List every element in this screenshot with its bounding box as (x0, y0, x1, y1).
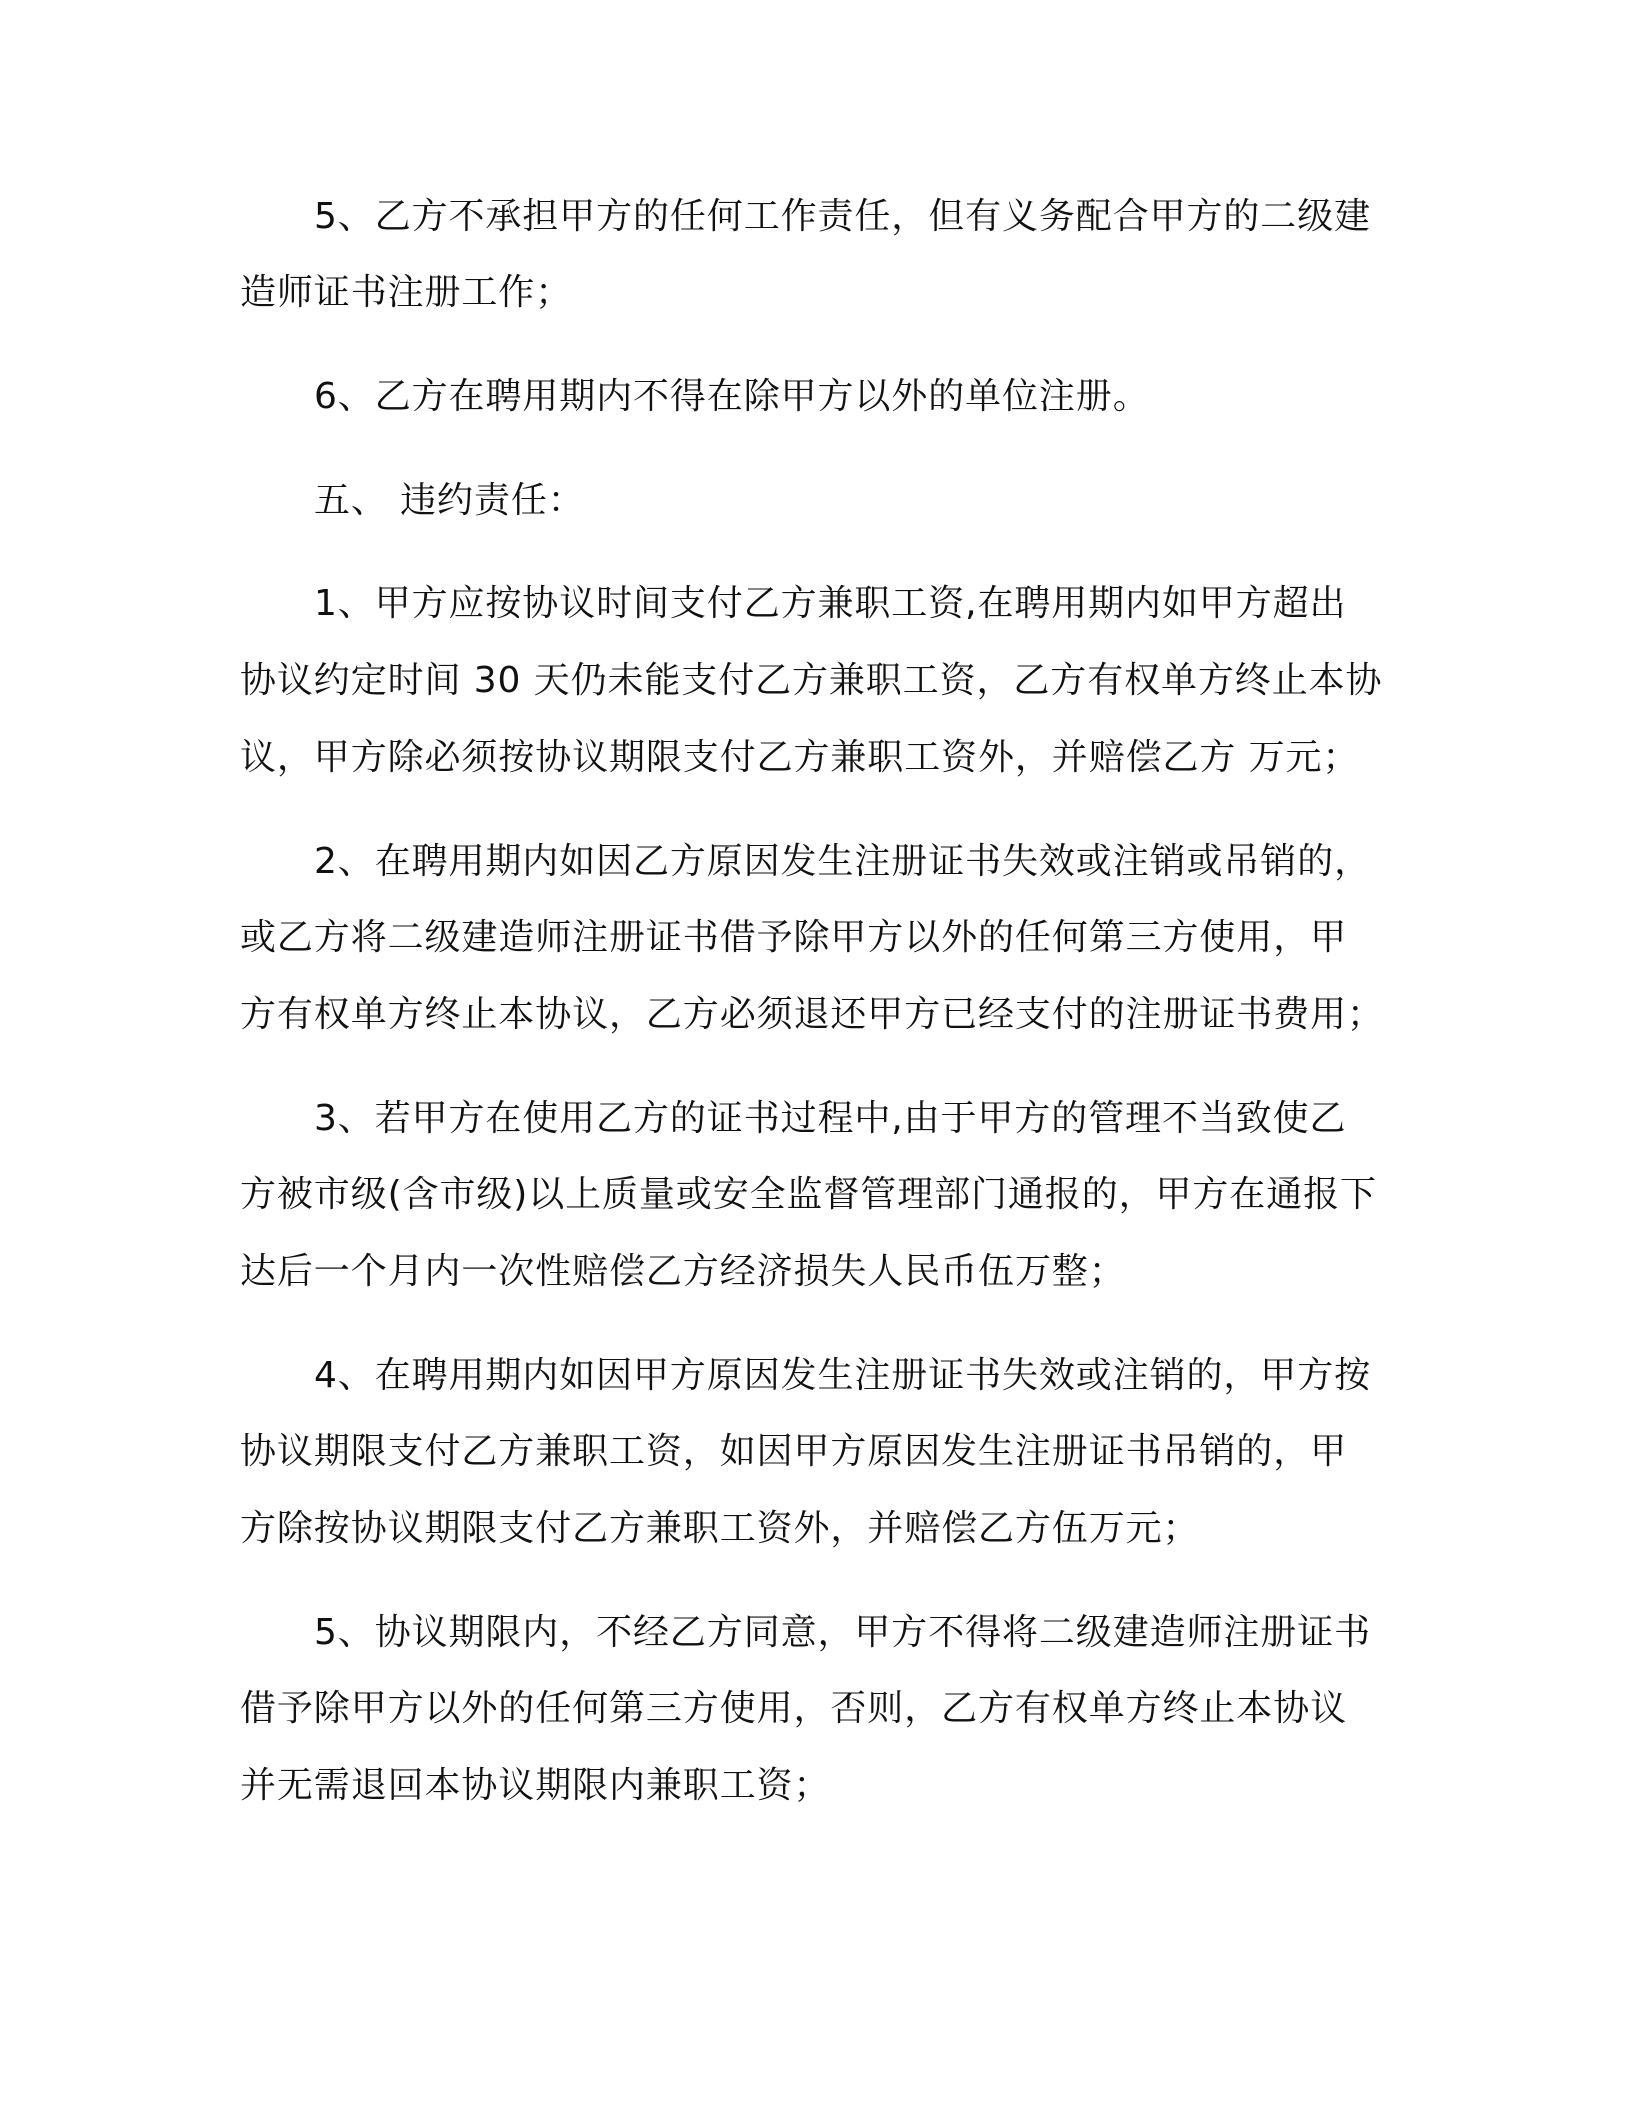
text-line: 方被市级(含市级)以上质量或安全监督管理部门通报的，甲方在通报下 (240, 1174, 1377, 1215)
section-heading: 五、 违约责任： (314, 480, 585, 521)
text-line: 造师证书注册工作； (240, 272, 573, 313)
text-line: 5、协议期限内，不经乙方同意，甲方不得将二级建造师注册证书 (314, 1612, 1372, 1653)
text-line: 3、若甲方在使用乙方的证书过程中,由于甲方的管理不当致使乙 (314, 1098, 1347, 1139)
text-line: 达后一个月内一次性赔偿乙方经济损失人民币伍万整； (240, 1251, 1126, 1292)
text-line: 议，甲方除必须按协议期限支付乙方兼职工资外，并赔偿乙方 万元； (240, 737, 1360, 778)
text-line: 2、在聘用期内如因乙方原因发生注册证书失效或注销或吊销的， (314, 841, 1372, 882)
text-line: 协议约定时间 30 天仍未能支付乙方兼职工资，乙方有权单方终止本协 (240, 660, 1383, 701)
text-line: 或乙方将二级建造师注册证书借予除甲方以外的任何第三方使用，甲 (240, 917, 1348, 958)
text-line: 6、乙方在聘用期内不得在除甲方以外的单位注册。 (314, 376, 1150, 417)
text-line: 并无需退回本协议期限内兼职工资； (240, 1765, 831, 1806)
text-line: 协议期限支付乙方兼职工资，如因甲方原因发生注册证书吊销的，甲 (240, 1431, 1348, 1472)
text-line: 方除按协议期限支付乙方兼职工资外，并赔偿乙方伍万元； (240, 1508, 1200, 1549)
text-line: 1、甲方应按协议时间支付乙方兼职工资,在聘用期内如甲方超出 (314, 583, 1347, 624)
text-line: 5、乙方不承担甲方的任何工作责任，但有义务配合甲方的二级建 (314, 196, 1372, 237)
text-line: 借予除甲方以外的任何第三方使用，否则，乙方有权单方终止本协议 (240, 1688, 1348, 1729)
text-line: 方有权单方终止本协议，乙方必须退还甲方已经支付的注册证书费用； (240, 994, 1384, 1035)
text-line: 4、在聘用期内如因甲方原因发生注册证书失效或注销的，甲方按 (314, 1355, 1372, 1396)
